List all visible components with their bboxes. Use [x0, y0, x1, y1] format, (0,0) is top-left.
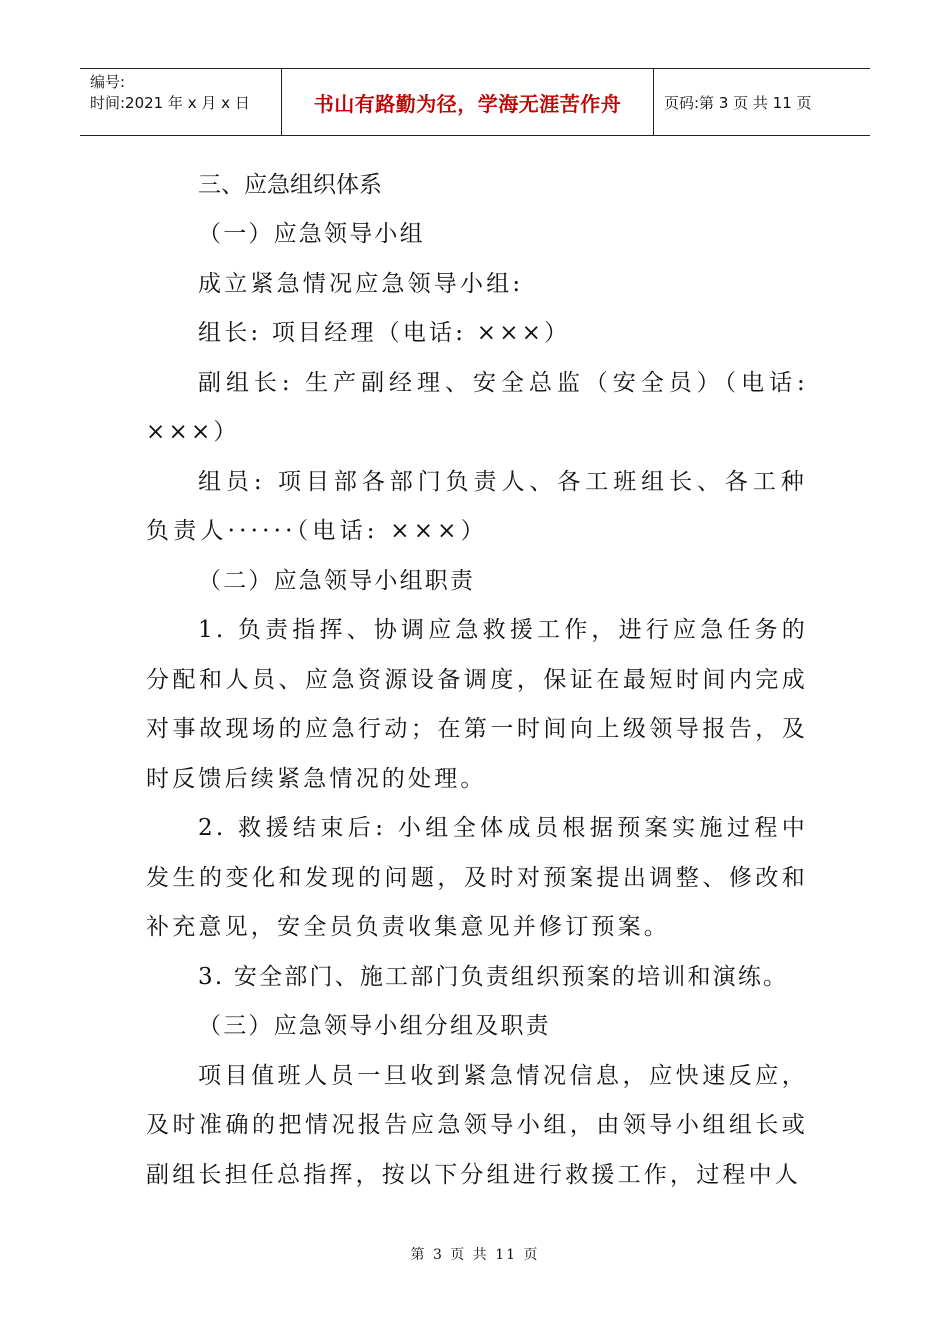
- paragraph: 成立紧急情况应急领导小组:: [198, 270, 524, 297]
- header-page-code: 页码:第 3 页 共 11 页: [664, 93, 812, 112]
- page-footer: 第 3 页 共 11 页: [410, 1247, 540, 1263]
- paragraph-subheading-2: （二）应急领导小组职责: [198, 567, 476, 594]
- document-time-label: 时间:2021 年 x 月 x 日: [90, 94, 250, 112]
- paragraph: 组长: 项目经理（电话: ×××）: [198, 320, 571, 346]
- section-title: 三、应急组织体系: [198, 172, 382, 198]
- page-header: [80, 68, 870, 136]
- document-number-label: 编号:: [90, 73, 126, 91]
- paragraph: 副组长: 生产副经理、安全总监（安全员）（电话: ×××）: [146, 369, 808, 445]
- paragraph: 2. 救援结束后: 小组全体成员根据预案实施过程中发生的变化和发现的问题，及时对预案提出调整、修改和补充意见，安全员负责收集意见并修订预案。: [146, 815, 808, 940]
- paragraph: 项目值班人员一旦收到紧急情况信息，应快速反应，及时准确的把情况报告应急领导小组，由领导小组组长或副组长担任总指挥，按以下分组进行救援工作，过程中人: [146, 1062, 808, 1188]
- paragraph: 组员: 项目部各部门负责人、各工班组长、各工种负责人······（电话: ×××）: [146, 468, 808, 544]
- paragraph-subheading-1: （一）应急领导小组: [198, 221, 425, 247]
- header-slogan: 书山有路勤为径，学海无涯苦作舟: [282, 69, 654, 135]
- paragraph: 1. 负责指挥、协调应急救援工作，进行应急任务的分配和人员、应急资源设备调度，保证在最短时间内完成对事故现场的应急行动；在第一时间向上级领导报告，及时反馈后续紧急情况的处理。: [146, 617, 808, 792]
- document-body: [146, 160, 808, 1200]
- paragraph: 3. 安全部门、施工部门负责组织预案的培训和演练。: [198, 963, 789, 990]
- header-meta-cell: [80, 69, 282, 135]
- paragraph-subheading-3: （三）应急领导小组分组及职责: [198, 1013, 551, 1039]
